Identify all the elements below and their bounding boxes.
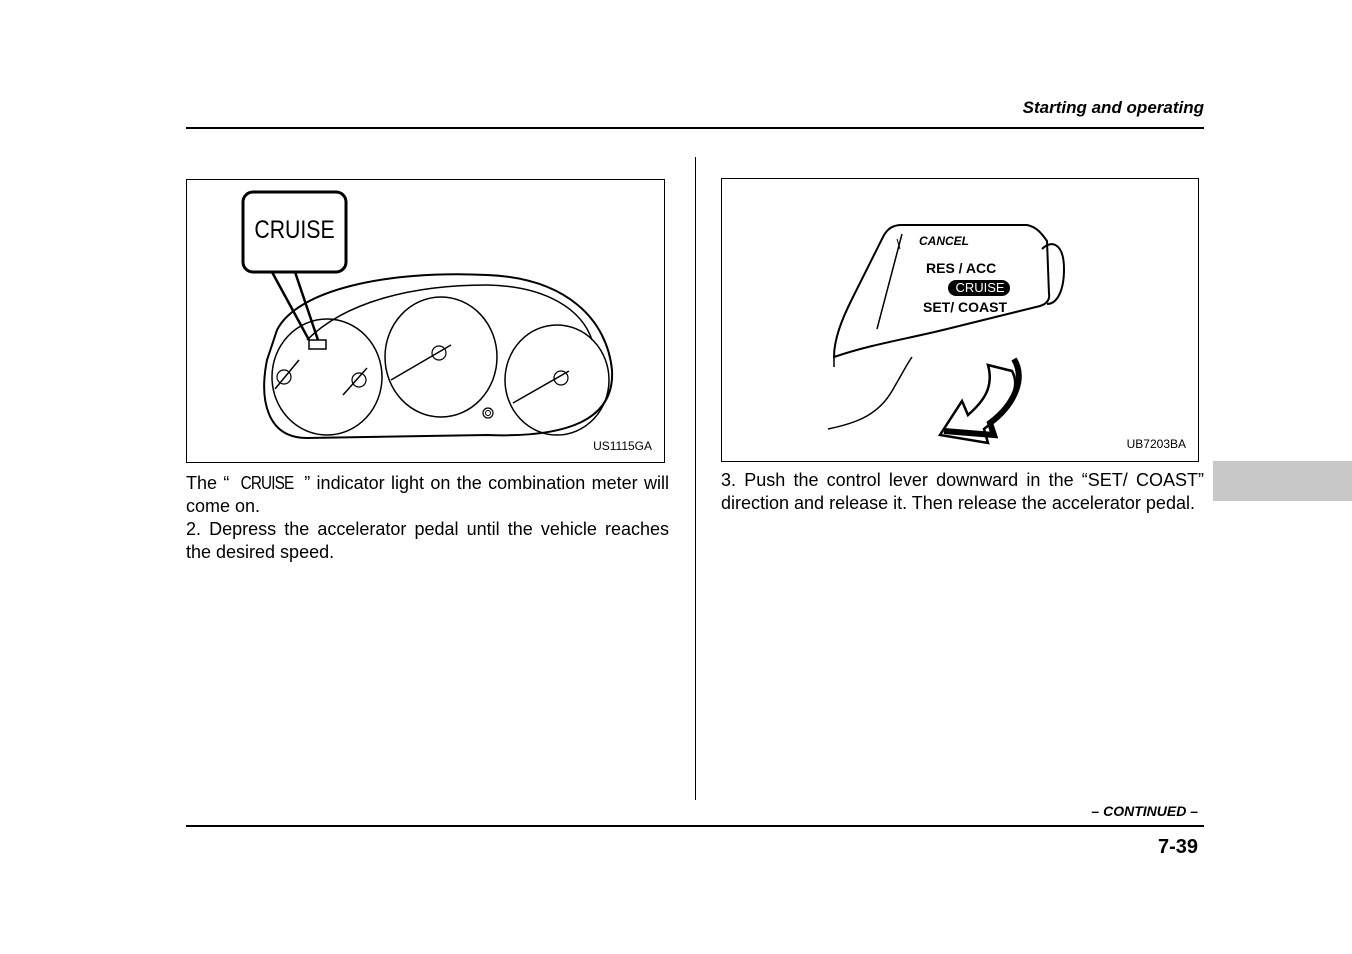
section-title: Starting and operating [1022, 98, 1204, 117]
continued-label: – CONTINUED – [1091, 803, 1198, 819]
lever-cruise-label: CRUISE [955, 280, 1005, 295]
lever-res-acc-label: RES / ACC [926, 260, 997, 276]
cruise-lever-figure [721, 178, 1199, 462]
page-number: 7-39 [1157, 836, 1198, 858]
header-rule [186, 127, 1204, 129]
indicator-paragraph [186, 472, 669, 518]
cruise-lever-illustration [722, 179, 1198, 461]
callout-cruise-label: CRUISE [254, 216, 335, 244]
combination-meter-figure [186, 179, 665, 463]
figure-code: UB7203BA [1126, 437, 1186, 451]
cruise-indicator-symbol: CRUISE [240, 473, 294, 493]
step-2-paragraph: 2. Depress the accelerator pedal until the vehicle reaches the desired speed. [186, 519, 669, 562]
chapter-tab [1213, 461, 1352, 501]
figure-code: US1115GA [593, 439, 652, 453]
lever-cancel-label: CANCEL [919, 234, 969, 248]
step-3-paragraph: 3. Push the control lever downward in the “SET/ COAST” direction and release it. Then release the accelerator pedal. [721, 470, 1204, 513]
column-divider [695, 157, 696, 800]
footer-rule [186, 825, 1204, 827]
indicator-text-before: The “ [186, 473, 230, 493]
lever-set-coast-label: SET/ COAST [923, 299, 1008, 315]
indicator-text-after: ” indicator light on the combination meter will come on. [186, 473, 669, 516]
